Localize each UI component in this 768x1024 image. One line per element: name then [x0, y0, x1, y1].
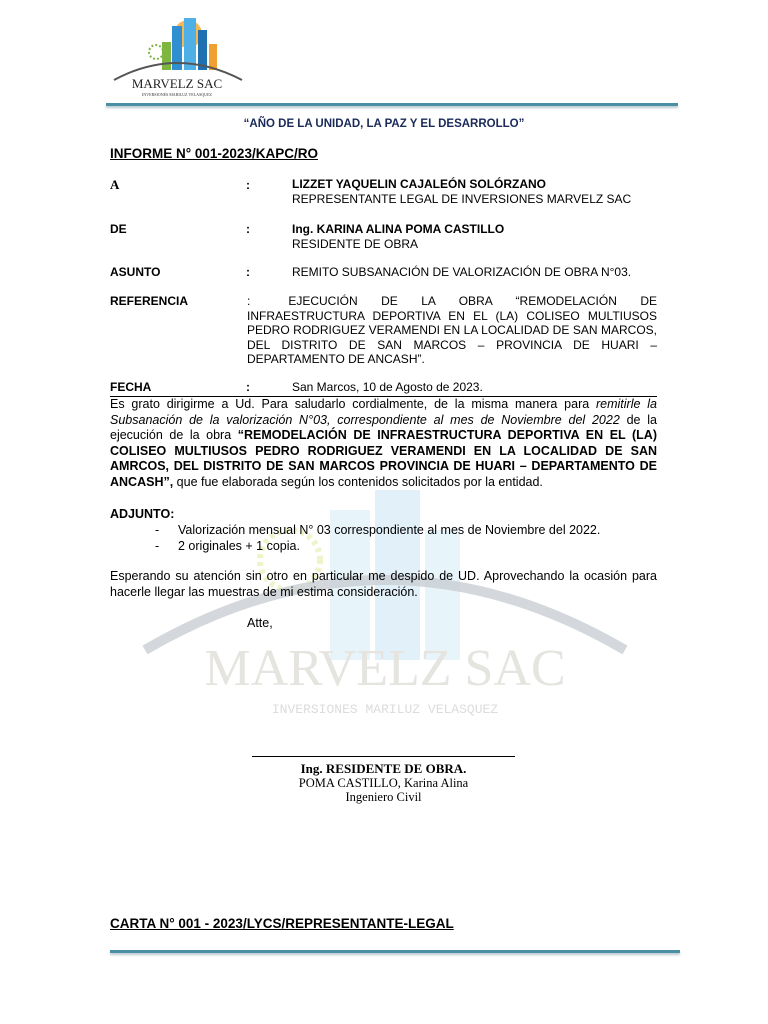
- referencia-first-line: [247, 294, 657, 309]
- carta-number: CARTA N° 001 - 2023/LYCS/REPRESENTANTE-LEGAL: [110, 916, 454, 931]
- field-referencia-value: [247, 294, 657, 367]
- signature-name: POMA CASTILLO, Karina Alina: [298, 776, 469, 790]
- signature-title: Ing. RESIDENTE DE OBRA.: [300, 761, 467, 776]
- field-a-value: [292, 177, 631, 206]
- closing-paragraph: Esperando su atención sin otro en particular me despido de UD. Aprovechando la ocasión para hacerle llegar las muestras de mi estima consideración.: [110, 569, 657, 599]
- field-de-line1: Ing. KARINA ALINA POMA CASTILLO: [292, 222, 505, 236]
- header-rule: [106, 103, 678, 106]
- field-a-label: A: [110, 177, 120, 192]
- body-text-1: Es grato dirigirme a Ud. Para saludarlo cordialmente, de la misma manera para: [110, 397, 596, 411]
- body-text-3: que fue elaborada según los contenidos solicitados por la entidad.: [173, 474, 543, 489]
- field-de-value: [292, 222, 504, 251]
- logo-brand-text: MARVELZ SAC: [131, 76, 223, 91]
- field-fecha-colon: :: [246, 380, 250, 394]
- informe-number: INFORME N° 001-2023/KAPC/RO: [110, 146, 318, 161]
- field-referencia-colon: :: [247, 294, 251, 308]
- footer-rule: [110, 950, 680, 953]
- adjunto-item: [155, 523, 600, 537]
- adjunto-item-dash: -: [155, 523, 160, 537]
- body-text-2: de la ejecución de la obra: [110, 412, 657, 443]
- signature-line: [252, 756, 515, 757]
- adjunto-title: ADJUNTO:: [110, 507, 175, 521]
- body-project-name: “REMODELACIÓN DE INFRAESTRUCTURA DEPORTIVA EN EL (LA) COLISEO MULTIUSOS PEDRO RODRIGUEZ VERAMENDI EN LA LOCALIDAD DE SAN AMRCOS, DEL DISTRITO DE SAN MARCOS PROVINCIA DE HUARI – DEPARTAMENTO DE ANCASH”,: [110, 428, 657, 489]
- signature-role: Ingeniero Civil: [345, 790, 422, 804]
- adjunto-item-dash: -: [155, 539, 160, 553]
- field-de-colon: :: [246, 222, 250, 236]
- year-slogan: “AÑO DE LA UNIDAD, LA PAZ Y EL DESARROLLO”: [243, 118, 525, 130]
- field-asunto-value: REMITO SUBSANACIÓN DE VALORIZACIÓN DE OBRA N°03.: [292, 265, 632, 279]
- field-a-line2: REPRESENTANTE LEGAL DE INVERSIONES MARVELZ SAC: [292, 191, 632, 206]
- field-fecha-label: FECHA: [110, 380, 152, 394]
- field-asunto-label: ASUNTO: [110, 265, 161, 279]
- referencia-rest-text: INFRAESTRUCTURA DEPORTIVA EN EL (LA) COLISEO MULTIUSOS PEDRO RODRIGUEZ VERAMENDI EN LA LOCALIDAD DE SAN MARCOS, DEL DISTRITO DE SAN MARCOS – PROVINCIA DE HUARI – DEPARTAMENTO DE ANCASH”.: [247, 308, 657, 366]
- watermark-sub: INVERSIONES MARILUZ VELASQUEZ: [271, 702, 499, 717]
- field-de-line2: RESIDENTE DE OBRA: [292, 236, 419, 251]
- field-de-label: DE: [110, 222, 127, 236]
- adjunto-item-text: Valorización mensual N° 03 correspondiente al mes de Noviembre del 2022.: [178, 523, 601, 537]
- watermark-brand: MARVELZ SAC: [204, 640, 566, 697]
- referencia-first-text: EJECUCIÓN DE LA OBRA “REMODELACIÓN DE: [288, 294, 657, 308]
- body-paragraph: [110, 397, 657, 491]
- company-logo: [106, 4, 248, 100]
- field-asunto-colon: :: [246, 265, 250, 279]
- body-text-italic: remitirle la Subsanación de la valorización N°03, correspondiente al mes de Noviembre del 2022: [110, 397, 657, 427]
- field-fecha-value: San Marcos, 10 de Agosto de 2023.: [292, 380, 483, 394]
- field-referencia-label: REFERENCIA: [110, 294, 189, 308]
- adjunto-item-text: 2 originales + 1 copia.: [178, 539, 300, 553]
- atte-text: Atte,: [247, 616, 273, 630]
- field-a-line1: LIZZET YAQUELIN CAJALEÓN SOLÓRZANO: [292, 177, 547, 191]
- field-a-colon: :: [246, 178, 250, 192]
- adjunto-item: [155, 539, 300, 553]
- logo-sub-text: INVERSIONES MARILUZ VELASQUEZ: [142, 92, 212, 97]
